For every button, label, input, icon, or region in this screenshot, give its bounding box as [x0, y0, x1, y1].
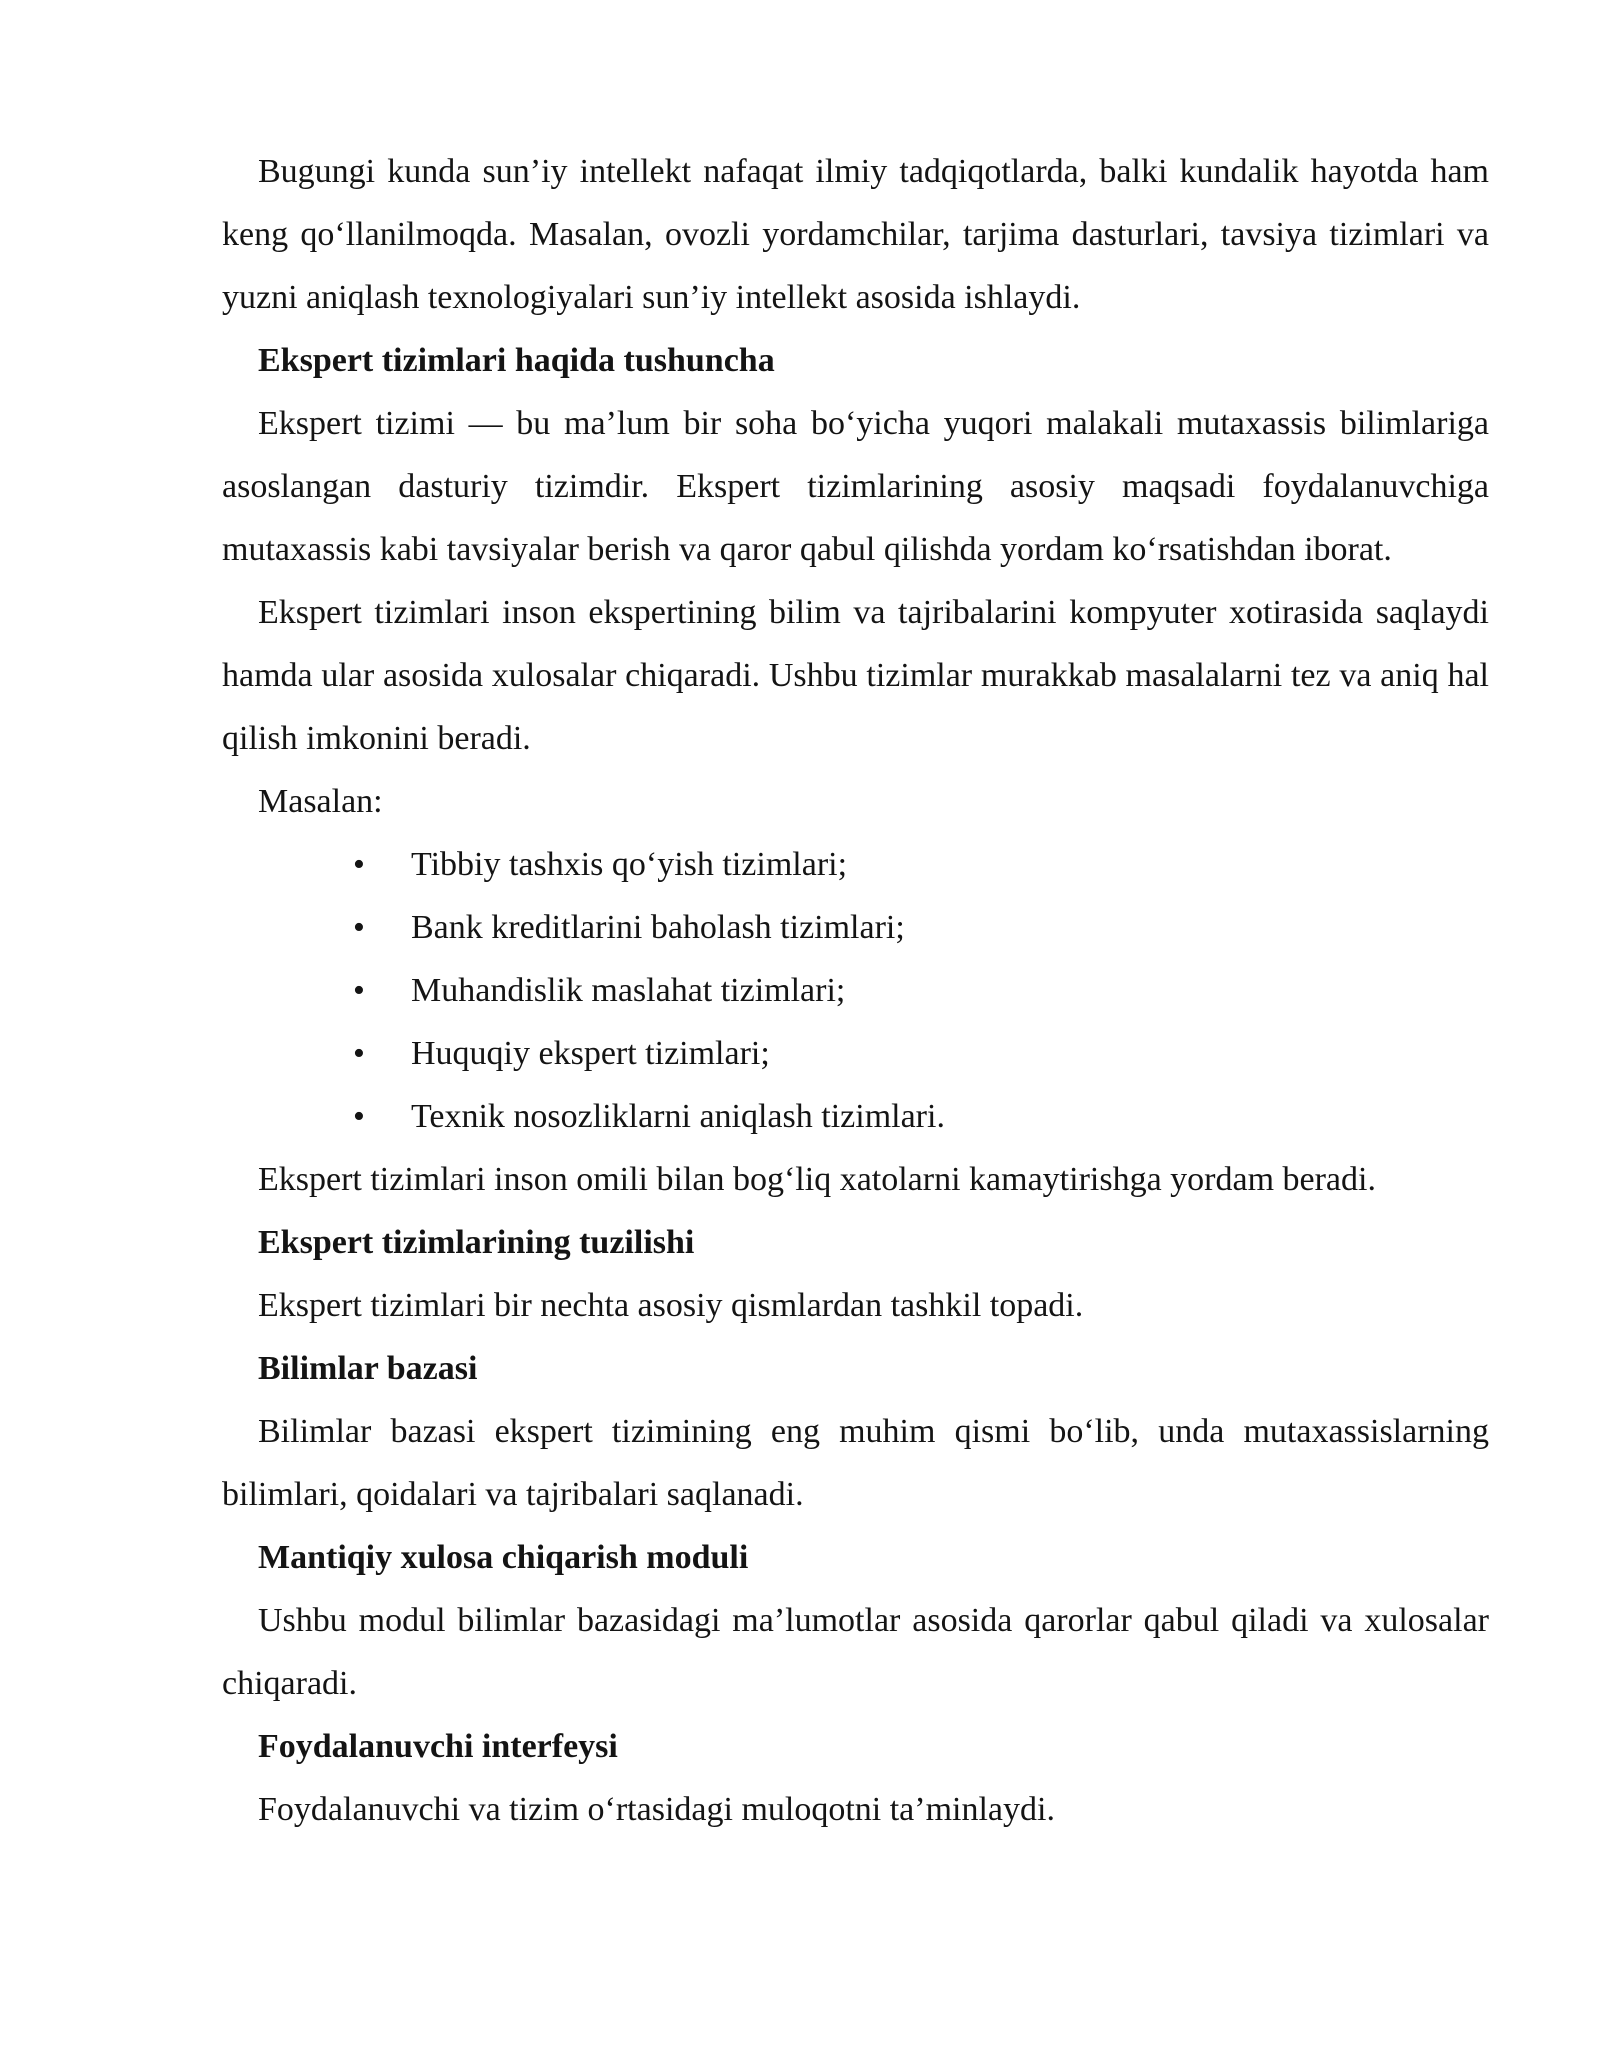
list-item	[222, 1085, 1489, 1148]
inference-module-paragraph: Ushbu modul bilimlar bazasidagi ma’lumotlar asosida qarorlar qabul qiladi va xulosalar chiqaradi.	[222, 1602, 1489, 1702]
structure-paragraph: Ekspert tizimlari bir nechta asosiy qismlardan tashkil topadi.	[258, 1287, 1084, 1324]
section-heading-expert-systems: Ekspert tizimlari haqida tushuncha	[258, 342, 775, 379]
list-item	[222, 896, 1489, 959]
section-heading-structure: Ekspert tizimlarining tuzilishi	[258, 1224, 695, 1261]
bullet-icon: •	[353, 846, 365, 883]
bullet-icon: •	[353, 972, 365, 1009]
knowledge-base-paragraph: Bilimlar bazasi ekspert tizimining eng muhim qismi bo‘lib, unda mutaxassislarning bilimlari, qoidalari va tajribalari saqlanadi.	[222, 1413, 1489, 1513]
section-heading-inference-module: Mantiqiy xulosa chiqarish moduli	[258, 1539, 749, 1576]
expert-system-knowledge-paragraph: Ekspert tizimlari inson ekspertining bilim va tajribalarini kompyuter xotirasida saqlaydi hamda ular asosida xulosalar chiqaradi. Ushbu tizimlar murakkab masalalarni tez va aniq hal qilish imkonini beradi.	[222, 594, 1489, 757]
list-item-text: Tibbiy tashxis qo‘yish tizimlari;	[411, 846, 848, 883]
bullet-icon: •	[353, 909, 365, 946]
document-page	[222, 140, 1489, 1841]
closing-paragraph: Ekspert tizimlari inson omili bilan bog‘liq xatolarni kamaytirishga yordam beradi.	[258, 1161, 1376, 1198]
examples-intro: Masalan:	[258, 783, 383, 820]
section-heading-user-interface: Foydalanuvchi interfeysi	[258, 1728, 618, 1765]
list-item-text: Texnik nosozliklarni aniqlash tizimlari.	[411, 1098, 945, 1135]
intro-paragraph: Bugungi kunda sun’iy intellekt nafaqat ilmiy tadqiqotlarda, balki kundalik hayotda ham keng qo‘llanilmoqda. Masalan, ovozli yordamchilar, tarjima dasturlari, tavsiya tizimlari va yuzni aniqlash texnologiyalari sun’iy intellekt asosida ishlaydi.	[222, 153, 1489, 316]
list-item-text: Huquqiy ekspert tizimlari;	[411, 1035, 770, 1072]
section-heading-knowledge-base: Bilimlar bazasi	[258, 1350, 478, 1387]
list-item	[222, 959, 1489, 1022]
examples-list	[222, 833, 1489, 1148]
list-item-text: Bank kreditlarini baholash tizimlari;	[411, 909, 905, 946]
list-item	[222, 1022, 1489, 1085]
user-interface-paragraph: Foydalanuvchi va tizim o‘rtasidagi muloqotni ta’minlaydi.	[258, 1791, 1055, 1828]
expert-system-definition-paragraph: Ekspert tizimi — bu ma’lum bir soha bo‘yicha yuqori malakali mutaxassis bilimlariga asoslangan dasturiy tizimdir. Ekspert tizimlarining asosiy maqsadi foydalanuvchiga mutaxassis kabi tavsiyalar berish va qaror qabul qilishda yordam ko‘rsatishdan iborat.	[222, 405, 1489, 568]
bullet-icon: •	[353, 1098, 365, 1135]
bullet-icon: •	[353, 1035, 365, 1072]
list-item-text: Muhandislik maslahat tizimlari;	[411, 972, 846, 1009]
list-item	[222, 833, 1489, 896]
